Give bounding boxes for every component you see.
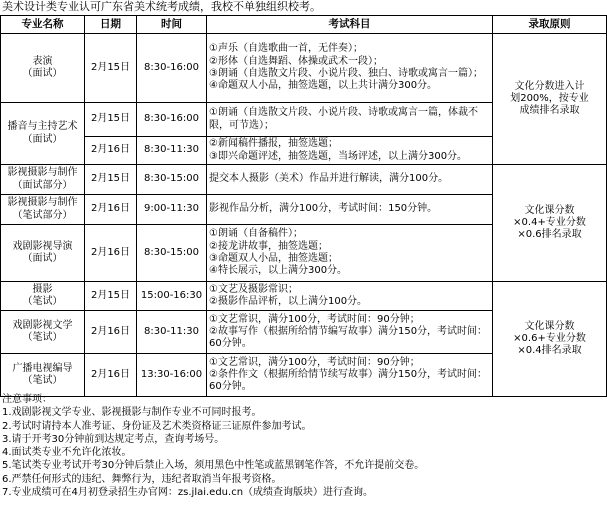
subject-item: ①朗诵（自选散文片段、小说片段、诗歌或寓言一篇，体裁不限，可节选）； — [209, 107, 478, 131]
major-name-cell — [1, 195, 85, 225]
note-item: 1.戏剧影视文学专业、影视摄影与制作专业不可同时报考。 — [2, 407, 262, 419]
note-item: 6.严禁任何形式的违纪、舞弊行为，违纪者取消当年报考资格。 — [2, 473, 282, 485]
subject-item: ②形体（自选舞蹈、体操或武术一段）； — [209, 55, 383, 67]
subjects-cell — [207, 195, 493, 225]
major-type: （笔试） — [22, 332, 63, 343]
exam-schedule-table — [0, 15, 607, 397]
subject-item: ①文艺常识，满分100分，考试时间：90分钟； — [209, 313, 420, 325]
date-cell: 2月16日 — [85, 137, 137, 165]
major-name: 戏剧影视文学 — [12, 319, 73, 331]
note-item: 7.专业成绩可在4月初登录招生办官网：zs.jlai.edu.cn（成绩查询版块）进行查询。 — [2, 487, 374, 499]
date-cell: 2月16日 — [85, 195, 137, 225]
subjects-cell — [207, 225, 493, 282]
major-name: 影视摄影与制作 — [7, 167, 78, 179]
header-time: 时间 — [137, 16, 207, 34]
note-item: 5.笔试类专业考试开考30分钟后禁止入场，须用黑色中性笔或蓝黑钢笔作答，不允许提前交卷。 — [2, 460, 425, 472]
header-subjects: 考试科目 — [207, 16, 493, 34]
subjects-cell — [207, 311, 493, 354]
rule-line: 文化分数进入计 — [514, 80, 585, 92]
rule-line: 文化课分数 — [524, 204, 575, 216]
major-name: 播音与主持艺术 — [7, 121, 78, 133]
date-cell: 2月15日 — [85, 165, 137, 195]
date-cell: 2月15日 — [85, 282, 137, 311]
major-type: （面试部分） — [12, 179, 73, 191]
subject-item: 提交本人摄影（美术）作品并进行解读，满分100分。 — [209, 173, 449, 185]
header-major: 专业名称 — [1, 16, 85, 34]
date-cell: 2月16日 — [85, 311, 137, 354]
table-row — [1, 165, 607, 195]
major-name-cell — [1, 165, 85, 195]
major-name: 表演 — [32, 55, 53, 67]
header-date: 日期 — [85, 16, 137, 34]
subject-item: ①声乐（自选歌曲一首，无伴奏）； — [209, 43, 363, 55]
subject-item: ①朗诵（自备稿件）； — [209, 228, 303, 240]
subjects-cell — [207, 103, 493, 137]
major-name: 戏剧影视导演 — [12, 240, 73, 252]
date-cell: 2月15日 — [85, 103, 137, 137]
table-header-row — [1, 16, 607, 34]
rule-line: 划200%，按专业 — [510, 92, 589, 104]
major-name-cell — [1, 34, 85, 103]
subject-item: ②摄影作品评析，以上满分100分。 — [209, 296, 368, 307]
table-row — [1, 34, 607, 103]
subject-item: ③命题双人小品，抽签选题； — [209, 253, 338, 264]
major-type: （面试） — [22, 253, 63, 264]
major-name-cell — [1, 225, 85, 282]
note-item: 4.面试类专业不允许化浓妆。 — [2, 447, 132, 459]
time-cell: 8:30-11:30 — [137, 311, 207, 354]
date-cell: 2月15日 — [85, 34, 137, 103]
major-name-cell — [1, 282, 85, 311]
notes-title: 注意事项： — [2, 394, 52, 405]
time-cell: 8:30-16:00 — [137, 103, 207, 137]
major-type: （笔试） — [22, 375, 63, 386]
note-item: 3.请于开考30分钟前到达规定考点，查询考场号。 — [2, 433, 225, 445]
admission-rule-cell — [493, 282, 607, 397]
admission-rule-cell — [493, 34, 607, 165]
subject-item: 影视作品分析，满分100分，考试时间：150分钟。 — [209, 203, 438, 215]
rule-line: 成绩排名录取 — [519, 105, 580, 117]
major-name: 广播电视编导 — [12, 362, 73, 374]
subjects-cell — [207, 34, 493, 103]
subject-item: ④命题双人小品，抽签选题，以上共计满分300分。 — [209, 80, 438, 92]
rule-line: ×0.6+专业分数 — [513, 332, 586, 344]
subjects-cell — [207, 282, 493, 311]
major-type: （面试） — [22, 68, 63, 79]
time-cell: 9:00-11:30 — [137, 195, 207, 225]
subject-item: ④特长展示，以上满分300分。 — [209, 265, 348, 277]
subjects-cell — [207, 165, 493, 195]
major-type: （笔试） — [22, 296, 63, 307]
notes-section — [2, 393, 604, 499]
subject-item: ②接龙讲故事，抽签选题； — [209, 240, 328, 252]
subject-item: ③即兴命题评述，抽签选题，当场评述，以上满分300分。 — [209, 150, 468, 162]
date-cell: 2月16日 — [85, 354, 137, 397]
major-type: （面试） — [22, 133, 63, 145]
header-admission-rule: 录取原则 — [493, 16, 607, 34]
rule-line: 文化课分数 — [524, 320, 575, 332]
time-cell: 8:30-11:30 — [137, 137, 207, 165]
note-item: 2.考试时请持本人准考证、身份证及艺术类资格证三证原件参加考试。 — [2, 420, 312, 432]
rule-line: ×0.4排名录取 — [517, 345, 582, 357]
major-name-cell — [1, 311, 85, 354]
rule-line: ×0.4+专业分数 — [513, 216, 586, 228]
table-row — [1, 282, 607, 311]
time-cell: 8:30-16:00 — [137, 34, 207, 103]
admission-rule-cell — [493, 165, 607, 282]
subject-item: ①文艺及摄影常识； — [209, 283, 298, 295]
subject-item: ③朗诵（自选散文片段、小说片段、独白、诗歌或寓言一篇）； — [209, 68, 483, 79]
subjects-cell — [207, 354, 493, 397]
subject-item: ②条件作文（根据所给情节续写故事）满分150分，考试时间：60分钟。 — [209, 368, 488, 393]
time-cell: 15:00-16:30 — [137, 282, 207, 311]
major-name: 摄影 — [32, 283, 53, 295]
date-cell: 2月16日 — [85, 225, 137, 282]
top-note: 美术设计类专业认可广东省美术统考成绩，我校不单独组织校考。 — [2, 0, 321, 13]
time-cell: 13:30-16:00 — [137, 354, 207, 397]
time-cell: 8:30-15:00 — [137, 225, 207, 282]
subject-item: ②故事写作（根据所给情节编写故事）满分150分，考试时间：60分钟。 — [209, 325, 488, 350]
major-name-cell — [1, 354, 85, 397]
time-cell: 8:30-15:00 — [137, 165, 207, 195]
subject-item: ②新闻稿件播报，抽签选题； — [209, 138, 338, 150]
major-name-cell — [1, 103, 85, 165]
rule-line: ×0.6排名录取 — [517, 229, 582, 241]
major-name: 影视摄影与制作 — [7, 197, 78, 209]
subject-item: ①文艺常识，满分100分，考试时间：90分钟； — [209, 356, 420, 368]
subjects-cell — [207, 137, 493, 165]
major-type: （笔试部分） — [12, 209, 73, 221]
